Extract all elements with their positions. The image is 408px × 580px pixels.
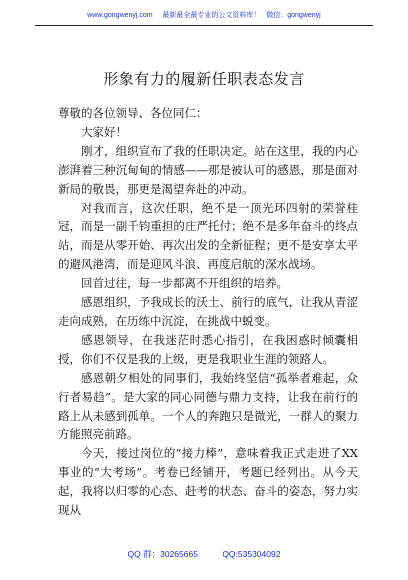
header-line [0,10,408,20]
paragraph-thanks-colleagues: 感恩朝夕相处的同事们，我始终坚信“孤举者难起，众行者易趋”。是大家的同心同德与鼎力支持，让我在前行的路上从未感到孤单。一个人的奔跑只是微光，一群人的聚力方能照亮前路。 [58,370,358,442]
page-footer [0,548,408,560]
paragraph-thanks-organization: 感恩组织，予我成长的沃土、前行的底气，让我从青涩走向成熟，在历练中沉淀，在挑战中蜕变。 [58,295,358,328]
header-divider [35,25,373,26]
header-wechat: 微信：gongwenyj [266,12,321,19]
page-header [0,0,408,30]
document-title: 形象有力的履新任职表态发言 [103,70,305,88]
paragraph-responsibility: 对我而言，这次任职，绝不是一顶光环四射的荣誉桂冠，而是一副千钧重担的庄严托付；绝不是多年奋斗的终点站，而是从零开始、再次出发的全新征程；更不是安享太平的避风港湾，而是迎风斗浪、再度启航的深水战场。 [58,200,358,272]
document-body [58,104,358,520]
paragraph-appointment: 刚才，组织宣布了我的任职决定。站在这里，我的内心澎湃着三种沉甸甸的情感——那是被认可的感恩，那是面对新局的敬畏，那更是渴望奔赴的冲动。 [58,143,358,196]
paragraph-review: 回首过往，每一步都离不开组织的培养。 [81,276,288,291]
paragraph-greeting: 大家好！ [81,124,127,139]
salutation: 尊敬的各位领导、各位同仁： [58,106,208,120]
footer-qq-group: QQ 群：30265665 [127,549,198,559]
paragraph-thanks-leaders: 感恩领导，在我迷茫时悉心指引，在我困惑时倾囊相授，你们不仅是我的上级，更是我职业生涯的领路人。 [58,332,358,366]
header-slogan: 最新最全最专业的公文资料库！ [162,12,261,19]
header-site: www.gongwenyj.com [87,12,153,19]
footer-qq: QQ:535304092 [222,549,281,559]
paragraph-commitment: 今天，接过岗位的“接力棒”，意味着我正式走进了XX事业的“大考场”。考卷已经铺开，考题已经列出。从今天起，我将以归零的心态、赶考的状态、奋斗的姿态，努力实现从 [58,446,358,518]
